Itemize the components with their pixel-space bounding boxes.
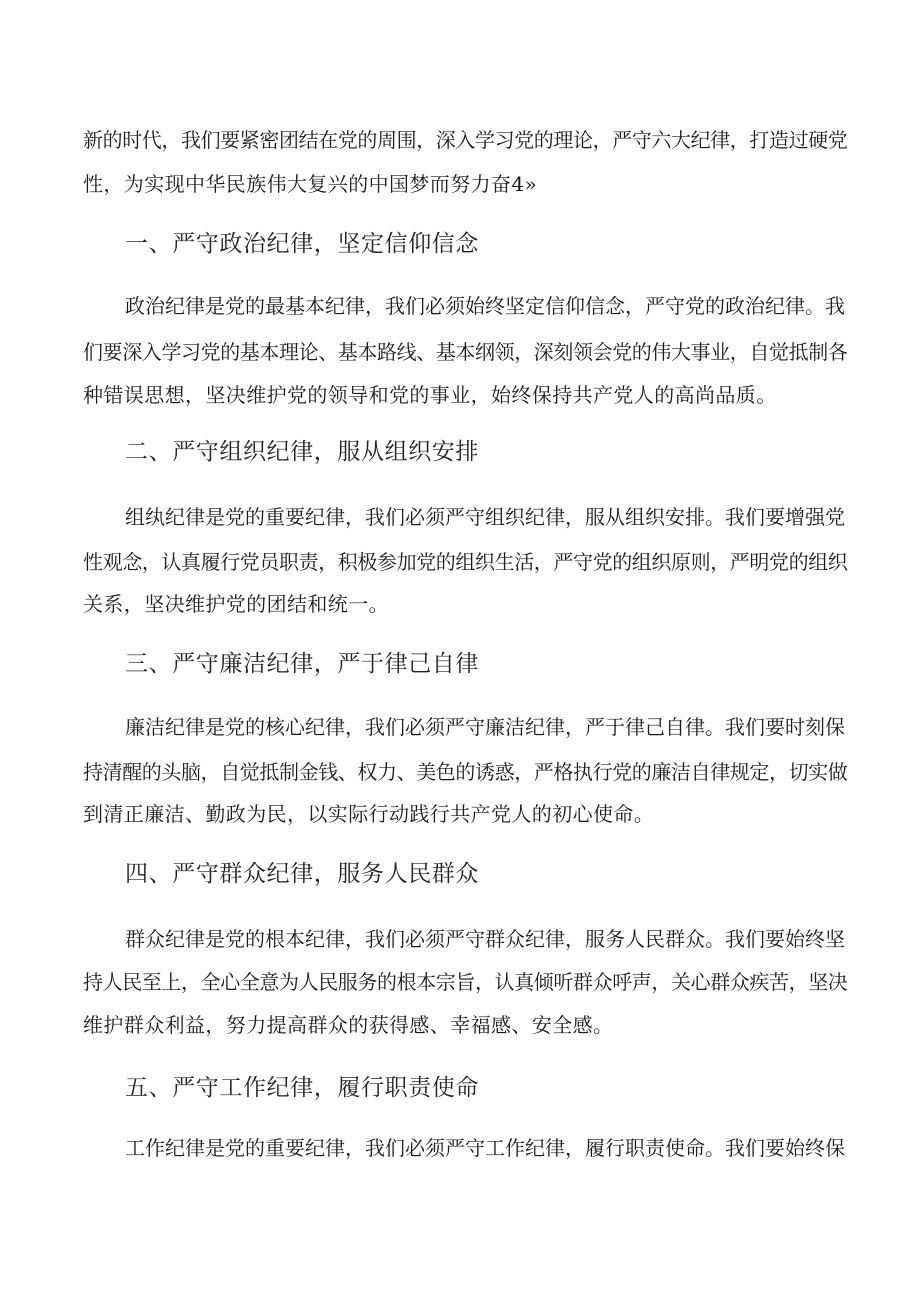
section-5-line-1: 工作纪律是党的重要纪律，我们必须严守工作纪律，履行职责使命。我们要始终保 <box>125 1136 845 1160</box>
intro-line-2: 性，为实现中华民族伟大复兴的中国梦而努力奋4» <box>83 172 538 196</box>
section-1-line-3: 种错误思想，坚决维护党的领导和党的事业，始终保持共产党人的高尚品质。 <box>83 383 777 407</box>
section-2-line-1: 组纨纪律是党的重要纪律，我们必须严守组织纪律，服从组织安排。我们要增强党 <box>125 505 845 529</box>
intro-line-1: 新的时代，我们要紧密团结在党的周围，深入学习党的理论，严守六大纪律，打造过硬党 <box>83 128 848 152</box>
section-2-heading: 二、严守组织纪律，服从组织安排 <box>125 439 479 465</box>
section-2-line-2: 性观念，认真履行党员职责，积极参加党的组织生活，严守党的组织原则，严明党的组织 <box>83 550 848 574</box>
section-4-heading: 四、严守群众纪律，服务人民群众 <box>125 861 479 887</box>
section-5-heading: 五、严守工作纪律，履行职责使命 <box>125 1075 479 1101</box>
section-4-line-1: 群众纪律是党的根本纪律，我们必须严守群众纪律，服务人民群众。我们要始终坚 <box>125 927 845 951</box>
section-2-line-3: 关系，坚决维护党的团结和统一。 <box>83 592 389 616</box>
section-3-line-3: 到清正廉洁、勤政为民，以实际行动践行共产党人的初心使命。 <box>83 802 655 826</box>
section-4-line-2: 持人民至上，全心全意为人民服务的根本宗旨，认真倾听群众呼声，关心群众疾苦，坚决 <box>83 970 848 994</box>
section-3-line-2: 持清醒的头脑，自觉抵制金钱、权力、美色的诱惑，严格执行党的廉洁自律规定，切实做 <box>83 760 848 784</box>
section-4-line-3: 维护群众利益，努力提高群众的获得感、幸福感、安全感。 <box>83 1013 614 1037</box>
section-3-heading: 三、严守廉洁纪律，严于律己自律 <box>125 651 479 677</box>
section-3-line-1: 廉洁纪律是党的核心纪律，我们必须严守廉洁纪律，严于律己自律。我们要时刻保 <box>125 715 845 739</box>
section-1-heading: 一、严守政治纪律，坚定信仰信念 <box>125 231 479 257</box>
section-1-line-1: 政治纪律是党的最基本纪律，我们必须始终坚定信仰信念，严守党的政治纪律。我 <box>125 294 845 318</box>
section-1-line-2: 们要深入学习党的基本理论、基本路线、基本纲领，深刻领会党的伟大事业，自觉抵制各 <box>83 340 848 364</box>
